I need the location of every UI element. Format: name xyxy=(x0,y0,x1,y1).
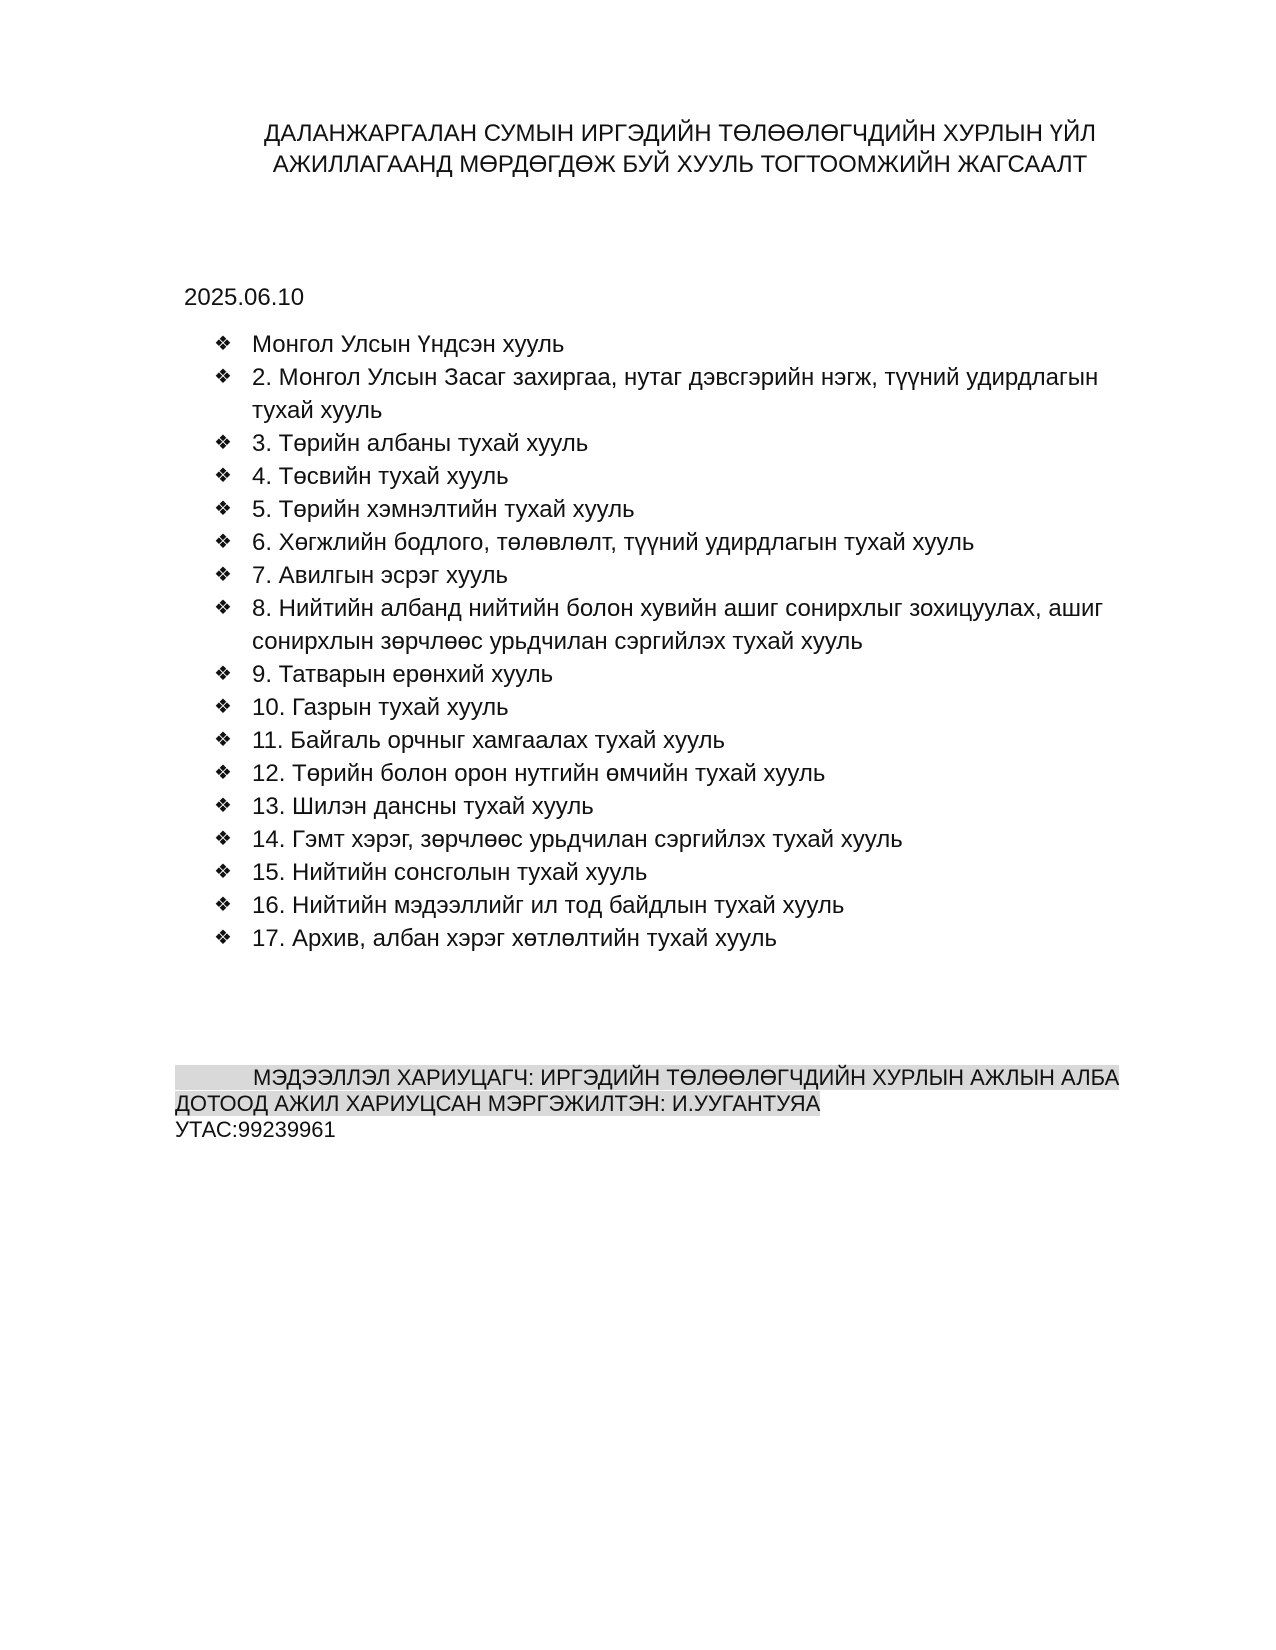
law-title: 17. Архив, албан хэрэг хөтлөлтийн тухай хууль xyxy=(252,925,777,952)
law-list-item xyxy=(214,559,1154,592)
title-line-2: АЖИЛЛАГААНД МӨРДӨГДӨЖ БУЙ ХУУЛЬ ТОГТООМЖИЙН ЖАГСААЛТ xyxy=(272,151,1088,178)
law-list-item xyxy=(214,658,1154,691)
law-list-item xyxy=(214,526,1154,559)
footer-contact xyxy=(175,1065,1187,1143)
four-diamond-bullet-icon: ❖ xyxy=(214,432,232,454)
law-list-item xyxy=(214,328,1154,361)
law-title: 6. Хөгжлийн бодлого, төлөвлөлт, түүний удирдлагын тухай хууль xyxy=(252,529,975,556)
law-list-item xyxy=(214,460,1154,493)
law-list-item xyxy=(214,889,1154,922)
four-diamond-bullet-icon: ❖ xyxy=(214,696,232,718)
four-diamond-bullet-icon: ❖ xyxy=(214,366,232,388)
law-list-item xyxy=(214,592,1154,658)
title-line-1: ДАЛАНЖАРГАЛАН СУМЫН ИРГЭДИЙН ТӨЛӨӨЛӨГЧДИЙН ХУРЛЫН ҮЙЛ xyxy=(263,120,1097,147)
four-diamond-bullet-icon: ❖ xyxy=(214,465,232,487)
four-diamond-bullet-icon: ❖ xyxy=(214,498,232,520)
law-title: 3. Төрийн албаны тухай хууль xyxy=(252,430,589,457)
law-title: 13. Шилэн дансны тухай хууль xyxy=(252,793,594,820)
law-list-item xyxy=(214,922,1154,955)
responsible-line-2: ДОТООД АЖИЛ ХАРИУЦСАН МЭРГЭЖИЛТЭН: И.УУГАНТУЯА xyxy=(175,1091,821,1116)
law-list-item xyxy=(214,856,1154,889)
four-diamond-bullet-icon: ❖ xyxy=(214,564,232,586)
law-title: 11. Байгаль орчныг хамгаалах тухай хууль xyxy=(252,727,726,754)
four-diamond-bullet-icon: ❖ xyxy=(214,828,232,850)
law-title: 8. Нийтийн албанд нийтийн болон хувийн ашиг сонирхлыг зохицуулах, ашиг сонирхлын зөрчлөөс урьдчилан сэргийлэх тухай хууль xyxy=(252,595,1104,655)
law-title: 10. Газрын тухай хууль xyxy=(252,694,509,721)
law-list-item xyxy=(214,724,1154,757)
law-title: 15. Нийтийн сонсголын тухай хууль xyxy=(252,859,648,886)
four-diamond-bullet-icon: ❖ xyxy=(214,861,232,883)
law-list-item xyxy=(214,757,1154,790)
four-diamond-bullet-icon: ❖ xyxy=(214,927,232,949)
law-list-item xyxy=(214,691,1154,724)
law-list-item xyxy=(214,427,1154,460)
law-list-item xyxy=(214,823,1154,856)
four-diamond-bullet-icon: ❖ xyxy=(214,531,232,553)
four-diamond-bullet-icon: ❖ xyxy=(214,795,232,817)
law-title: 2. Монгол Улсын Засаг захиргаа, нутаг дэвсгэрийн нэгж, түүний удирдлагын тухай хууль xyxy=(252,364,1099,424)
law-title: 7. Авилгын эсрэг хууль xyxy=(252,562,509,589)
law-title: 16. Нийтийн мэдээллийг ил тод байдлын тухай хууль xyxy=(252,892,845,919)
law-title: Монгол Улсын Үндсэн хууль xyxy=(252,331,565,358)
four-diamond-bullet-icon: ❖ xyxy=(214,663,232,685)
responsible-line-1: МЭДЭЭЛЛЭЛ ХАРИУЦАГЧ: ИРГЭДИЙН ТӨЛӨӨЛӨГЧДИЙН ХУРЛЫН АЖЛЫН АЛБА xyxy=(175,1065,1119,1090)
law-title: 12. Төрийн болон орон нутгийн өмчийн тухай хууль xyxy=(252,760,826,787)
four-diamond-bullet-icon: ❖ xyxy=(214,762,232,784)
law-title: 5. Төрийн хэмнэлтийн тухай хууль xyxy=(252,496,635,523)
four-diamond-bullet-icon: ❖ xyxy=(214,333,232,355)
law-title: 9. Татварын ерөнхий хууль xyxy=(252,661,554,688)
four-diamond-bullet-icon: ❖ xyxy=(214,597,232,619)
four-diamond-bullet-icon: ❖ xyxy=(214,894,232,916)
document-title xyxy=(200,118,1160,180)
law-title: 14. Гэмт хэрэг, зөрчлөөс урьдчилан сэргийлэх тухай хууль xyxy=(252,826,903,853)
law-title: 4. Төсвийн тухай хууль xyxy=(252,463,509,490)
law-list xyxy=(214,328,1154,955)
four-diamond-bullet-icon: ❖ xyxy=(214,729,232,751)
law-list-item xyxy=(214,493,1154,526)
law-list-item xyxy=(214,790,1154,823)
phone-number: УТАС:99239961 xyxy=(175,1117,336,1142)
document-date: 2025.06.10 xyxy=(184,284,305,311)
law-list-item xyxy=(214,361,1154,427)
